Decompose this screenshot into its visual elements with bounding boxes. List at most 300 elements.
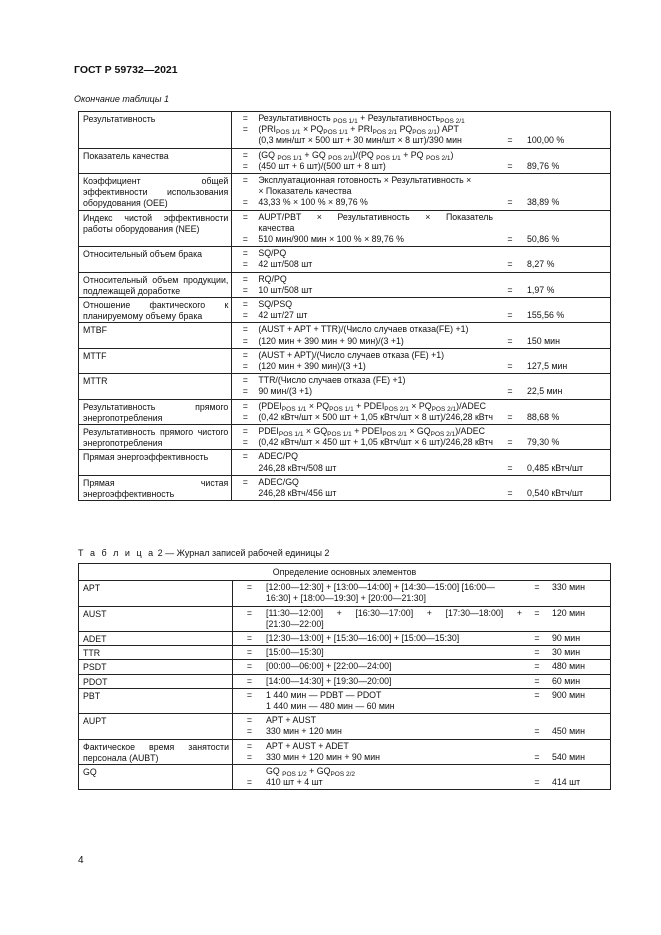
document-code: ГОСТ Р 59732—2021 xyxy=(74,64,178,76)
formula-line xyxy=(233,661,607,672)
row-name: MTTF xyxy=(79,348,232,373)
formula-text: 16:30] + [18:00—19:30] + [20:00—21:30] xyxy=(266,593,426,604)
formula-text: 10 шт/508 шт xyxy=(258,284,313,295)
result-equals-sign: = xyxy=(507,160,513,171)
row-formula xyxy=(232,450,611,475)
equals-sign xyxy=(233,701,266,712)
result-equals-sign: = xyxy=(534,675,540,686)
result-value: 0,485 кВтч/шт xyxy=(527,462,584,473)
equals-sign: = xyxy=(242,375,248,386)
row-formula xyxy=(232,174,611,211)
row-name: MTBF xyxy=(79,323,232,348)
equals-sign: = xyxy=(242,400,248,411)
result-value xyxy=(552,766,607,777)
row-name: Отношение фактического к планируемому объему брака xyxy=(79,298,232,323)
equals-sign: = xyxy=(246,777,253,788)
formula-text: (450 шт + 6 шт)/(500 шт + 8 шт) xyxy=(258,160,386,171)
result-equals-sign: = xyxy=(534,689,540,700)
result-equals-sign xyxy=(493,175,527,186)
result-equals-sign: = xyxy=(507,310,513,321)
formula-line xyxy=(232,488,607,499)
result-equals-sign: = xyxy=(507,135,513,146)
row-formula xyxy=(232,399,611,424)
formula-text: $PDEI_{POS 1/1} \times GQ_{POS 1/1}$ + $PDEI_{POS 2/1}$ × $GQ_{POS 2/1}$)/ADEC xyxy=(258,426,486,438)
result-equals-sign: = xyxy=(507,411,513,422)
result-equals-sign xyxy=(493,113,527,124)
table-row xyxy=(79,606,611,631)
equals-sign: = xyxy=(242,361,248,372)
equals-sign: = xyxy=(246,726,253,737)
formula-text: ($PDEI_{POS 1/1} \times PQ_{POS 1/1}$ + $PDEI_{POS 2/1}$ × $PQ_{POS 2/1}$)/ADEC xyxy=(258,400,486,412)
table-row xyxy=(79,399,611,424)
formula-text: Результативность $_{POS 1/1}$ + Результативность$_{POS 2/1}$ xyxy=(258,113,465,125)
equals-sign: = xyxy=(242,248,248,259)
table-row xyxy=(79,660,611,674)
table2-caption xyxy=(78,548,329,558)
equals-sign xyxy=(232,186,258,197)
formula-text: (0,42 кВтч/шт × 500 шт + 1,05 кВтч/шт × 8 шт)/246,28 кВтч xyxy=(258,411,493,422)
formula-line xyxy=(232,375,607,386)
row-name: Результативность прямого энергопотребления xyxy=(79,399,232,424)
equals-sign: = xyxy=(242,476,248,487)
row-formula xyxy=(233,660,611,674)
equals-sign: = xyxy=(242,211,248,222)
row-name: Фактическое время занятости персонала (AUBT) xyxy=(79,739,233,764)
formula-text: [11:30—12:00] + [16:30—17:00] + [17:30—18:00] + xyxy=(266,607,522,618)
formula-text: [15:00—15:30] xyxy=(266,647,324,658)
result-value: 480 мин xyxy=(552,661,585,672)
formula-line xyxy=(232,401,607,412)
formula-text: ADEC/PQ xyxy=(258,451,298,462)
formula-line xyxy=(232,350,607,361)
formula-line xyxy=(232,175,607,186)
equals-sign: = xyxy=(242,113,248,123)
formula-line xyxy=(232,412,607,423)
formula-text: 1 440 мин — 480 мин — 60 мин xyxy=(266,701,395,712)
formula-text: (AUST + APT)/(Число случаев отказа (FE) +1) xyxy=(258,349,445,360)
table-row xyxy=(79,714,611,739)
formula-line xyxy=(232,161,607,172)
equals-sign: = xyxy=(242,386,248,397)
result-equals-sign xyxy=(522,593,552,604)
page-number: 4 xyxy=(78,855,84,866)
row-name: Результативность xyxy=(79,112,232,149)
equals-sign: = xyxy=(242,411,248,422)
row-formula xyxy=(233,714,611,739)
formula-line xyxy=(232,259,607,270)
formula-line xyxy=(232,135,607,146)
formula-text: 410 шт + 4 шт xyxy=(266,777,323,788)
result-value xyxy=(527,175,607,186)
result-equals-sign xyxy=(493,324,527,335)
formula-line xyxy=(233,715,607,726)
equals-sign xyxy=(232,135,258,146)
result-value: 100,00 % xyxy=(527,135,565,146)
formula-text: качества xyxy=(258,222,295,233)
table2 xyxy=(78,563,611,790)
result-equals-sign xyxy=(493,212,527,223)
equals-sign: = xyxy=(242,437,248,448)
equals-sign: = xyxy=(242,335,248,346)
row-formula xyxy=(233,646,611,660)
row-name: Прямая чистая энергоэффективность xyxy=(79,475,232,500)
formula-text: APT + AUST + ADET xyxy=(266,740,349,751)
equals-sign xyxy=(233,619,266,630)
table-row xyxy=(79,112,611,149)
formula-text: 246,28 кВтч/508 шт xyxy=(258,462,337,473)
formula-text: [12:00—12:30] + [13:00—14:00] + [14:30—15:00] [16:00— xyxy=(266,582,495,593)
formula-text: [00:00—06:00] + [22:00—24:00] xyxy=(266,661,392,672)
row-formula xyxy=(233,632,611,646)
result-equals-sign: = xyxy=(507,197,513,208)
formula-line xyxy=(233,741,607,752)
result-equals-sign: = xyxy=(507,488,513,499)
formula-text: [21:30—22:00] xyxy=(266,618,324,629)
table-row xyxy=(79,581,611,606)
row-formula xyxy=(232,323,611,348)
result-equals-sign xyxy=(493,426,527,437)
result-value xyxy=(527,274,607,285)
result-value: 38,89 % xyxy=(527,197,560,208)
equals-sign: = xyxy=(246,607,253,618)
formula-text: 246,28 кВтч/456 шт xyxy=(258,488,337,499)
result-value xyxy=(527,212,607,223)
table-row xyxy=(79,674,611,688)
equals-sign: = xyxy=(246,661,253,672)
result-value: 450 мин xyxy=(552,726,585,737)
formula-line xyxy=(233,593,607,604)
equals-sign: = xyxy=(242,426,248,437)
formula-line xyxy=(233,608,607,619)
formula-line xyxy=(232,299,607,310)
table1-caption: Окончание таблицы 1 xyxy=(74,94,169,104)
row-formula xyxy=(232,298,611,323)
row-name: PDOT xyxy=(79,674,233,688)
result-equals-sign xyxy=(493,274,527,285)
formula-line xyxy=(233,766,607,777)
result-value xyxy=(527,248,607,259)
result-value: 900 мин xyxy=(552,689,585,700)
row-formula xyxy=(232,374,611,399)
result-equals-sign xyxy=(493,477,527,488)
formula-line xyxy=(233,726,607,737)
table-row xyxy=(79,272,611,297)
result-value xyxy=(527,324,607,335)
row-formula xyxy=(233,688,611,713)
equals-sign: = xyxy=(242,259,248,270)
table1 xyxy=(78,111,611,501)
equals-sign: = xyxy=(246,647,253,658)
result-value xyxy=(527,477,607,488)
formula-line xyxy=(232,324,607,335)
equals-sign: = xyxy=(242,149,248,160)
table-row xyxy=(79,298,611,323)
equals-sign: = xyxy=(242,160,248,171)
formula-text: (120 мин + 390 мин)/(3 +1) xyxy=(258,361,366,372)
row-name: TTR xyxy=(79,646,233,660)
table-row xyxy=(79,210,611,247)
formula-line xyxy=(232,310,607,321)
result-value xyxy=(527,186,607,197)
formula-text: 510 мин/900 мин × 100 % × 89,76 % xyxy=(258,234,404,245)
row-name: Относительный объем брака xyxy=(79,247,232,272)
row-formula xyxy=(232,475,611,500)
result-value: 60 мин xyxy=(552,675,581,686)
formula-text: 42 шт/27 шт xyxy=(258,310,308,321)
row-name: PSDT xyxy=(79,660,233,674)
equals-sign: = xyxy=(242,451,248,462)
table2-header-row xyxy=(79,564,611,581)
formula-text: 90 мин/(3 +1) xyxy=(258,386,313,397)
table-row xyxy=(79,765,611,790)
result-value xyxy=(552,701,607,712)
formula-text: (GQ $_{POS 1/1}$ + GQ $_{POS 2/1}$)/(PQ $_{POS 1/1}$ + PQ $_{POS 2/1}$) xyxy=(258,149,454,161)
result-equals-sign xyxy=(522,741,552,752)
result-value: 79,30 % xyxy=(527,437,560,448)
result-equals-sign xyxy=(493,451,527,462)
table-row xyxy=(79,323,611,348)
table-row xyxy=(79,425,611,450)
result-value: 1,97 % xyxy=(527,284,555,295)
result-value xyxy=(527,401,607,412)
formula-line xyxy=(232,426,607,437)
formula-line xyxy=(232,197,607,208)
equals-sign: = xyxy=(246,582,253,593)
row-name: Показатель качества xyxy=(79,148,232,173)
row-formula xyxy=(233,606,611,631)
formula-line xyxy=(233,676,607,687)
result-equals-sign: = xyxy=(534,633,540,644)
equals-sign: = xyxy=(246,633,253,644)
equals-sign xyxy=(232,488,258,499)
equals-sign: = xyxy=(242,273,248,284)
equals-sign: = xyxy=(242,175,248,186)
formula-text: Эксплуатационная готовность × Результативность × xyxy=(258,175,472,186)
equals-sign: = xyxy=(242,197,248,208)
formula-line xyxy=(232,212,607,223)
equals-sign: = xyxy=(242,124,248,135)
result-equals-sign xyxy=(493,124,527,135)
result-equals-sign: = xyxy=(534,777,540,788)
formula-line xyxy=(232,437,607,448)
result-value: 540 мин xyxy=(552,751,585,762)
table-row xyxy=(79,632,611,646)
result-value: 120 мин xyxy=(552,607,585,618)
row-name: Относительный объем продукции, подлежащей доработке xyxy=(79,272,232,297)
result-equals-sign xyxy=(493,350,527,361)
result-value xyxy=(527,350,607,361)
result-value xyxy=(527,124,607,135)
row-formula xyxy=(232,348,611,373)
formula-line xyxy=(233,777,607,788)
result-equals-sign xyxy=(522,619,552,630)
result-equals-sign xyxy=(522,766,552,777)
result-equals-sign: = xyxy=(534,607,540,618)
result-value xyxy=(552,593,607,604)
result-equals-sign xyxy=(493,186,527,197)
result-equals-sign xyxy=(493,248,527,259)
row-name: PBT xyxy=(79,688,233,713)
row-formula xyxy=(232,210,611,247)
row-name: ADET xyxy=(79,632,233,646)
table-row xyxy=(79,450,611,475)
equals-sign: = xyxy=(246,675,253,686)
table-row xyxy=(79,688,611,713)
formula-text: AUPT/PBT × Результативность × Показатель xyxy=(258,211,493,222)
result-value: 22,5 мин xyxy=(527,386,563,397)
result-value xyxy=(527,299,607,310)
table-row xyxy=(79,174,611,211)
result-equals-sign xyxy=(493,150,527,161)
row-formula xyxy=(232,425,611,450)
table2-caption-prefix: Т а б л и ц а xyxy=(78,548,156,558)
formula-text: 43,33 % × 100 % × 89,76 % xyxy=(258,197,368,208)
result-value: 89,76 % xyxy=(527,160,560,171)
formula-line xyxy=(232,477,607,488)
formula-line xyxy=(232,386,607,397)
table2-header: Определение основных элементов xyxy=(79,564,611,581)
result-equals-sign xyxy=(522,701,552,712)
result-equals-sign: = xyxy=(534,726,540,737)
result-equals-sign: = xyxy=(507,234,513,245)
result-equals-sign xyxy=(522,715,552,726)
result-value xyxy=(552,741,607,752)
result-equals-sign: = xyxy=(507,335,513,346)
result-value xyxy=(527,375,607,386)
result-value xyxy=(527,426,607,437)
formula-text: GQ $_{POS 1/2} + GQ_{POS 2/2}$ xyxy=(266,766,356,778)
result-equals-sign xyxy=(493,299,527,310)
formula-text: 330 мин + 120 мин xyxy=(266,726,342,737)
equals-sign: = xyxy=(246,751,253,762)
formula-line xyxy=(232,361,607,372)
row-name: AUPT xyxy=(79,714,233,739)
result-value: 155,56 % xyxy=(527,310,565,321)
row-name: GQ xyxy=(79,765,233,790)
formula-line xyxy=(233,690,607,701)
result-value: 0,540 кВтч/шт xyxy=(527,488,584,499)
formula-text: (AUST + APT + TTR)/(Число случаев отказа(FE) +1) xyxy=(258,324,469,335)
formula-text: RQ/PQ xyxy=(258,273,287,284)
result-value xyxy=(527,451,607,462)
row-formula xyxy=(232,272,611,297)
row-name: Результативность прямого чистого энергопотребления xyxy=(79,425,232,450)
row-name: Прямая энергоэффективность xyxy=(79,450,232,475)
formula-line xyxy=(233,633,607,644)
row-formula xyxy=(233,739,611,764)
formula-text: APT + AUST xyxy=(266,715,316,726)
result-equals-sign xyxy=(493,401,527,412)
equals-sign: = xyxy=(242,284,248,295)
equals-sign: = xyxy=(246,715,253,726)
formula-line xyxy=(232,150,607,161)
result-equals-sign: = xyxy=(507,462,513,473)
formula-text: [12:30—13:00] + [15:30—16:00] + [15:00—15:30] xyxy=(266,633,460,644)
result-value: 30 мин xyxy=(552,647,581,658)
formula-text: TTR/(Число случаев отказа (FE) +1) xyxy=(258,375,406,386)
formula-text: 330 мин + 120 мин + 90 мин xyxy=(266,751,380,762)
formula-text: 1 440 мин — PDBT — PDOT xyxy=(266,689,382,700)
formula-text: (0,42 кВтч/шт × 450 шт + 1,05 кВтч/шт × 6 шт)/246,28 кВтч xyxy=(258,437,493,448)
row-name: Индекс чистой эффективности работы оборудования (NEE) xyxy=(79,210,232,247)
result-value: 150 мин xyxy=(527,335,560,346)
row-formula xyxy=(232,112,611,149)
row-formula xyxy=(232,247,611,272)
formula-text: 42 шт/508 шт xyxy=(258,259,313,270)
formula-line xyxy=(232,113,607,124)
formula-text: ($PRI_{POS 1/1} \times PQ_{POS 1/1} + PRI_{POS 2/1}$ $PQ_{POS 2/1}$) APT xyxy=(258,124,459,136)
formula-line xyxy=(233,752,607,763)
result-value: 88,68 % xyxy=(527,411,560,422)
result-value xyxy=(527,223,607,234)
equals-sign: = xyxy=(246,689,253,700)
formula-line xyxy=(232,186,607,197)
row-formula xyxy=(233,765,611,790)
formula-line xyxy=(232,451,607,462)
row-name: APT xyxy=(79,581,233,606)
result-value xyxy=(527,113,607,124)
formula-line xyxy=(233,701,607,712)
table-row xyxy=(79,646,611,660)
formula-text: SQ/PSQ xyxy=(258,299,293,310)
equals-sign xyxy=(232,463,258,474)
row-formula xyxy=(233,581,611,606)
formula-line xyxy=(232,248,607,259)
table-row xyxy=(79,739,611,764)
result-value xyxy=(527,150,607,161)
table2-caption-rest: 2 — Журнал записей рабочей единицы 2 xyxy=(155,548,330,558)
formula-text: × Показатель качества xyxy=(258,186,352,197)
formula-line xyxy=(232,285,607,296)
equals-sign xyxy=(232,223,258,234)
result-value: 50,86 % xyxy=(527,234,560,245)
formula-text: (120 мин + 390 мин + 90 мин)/(3 +1) xyxy=(258,335,404,346)
formula-text: [14:00—14:30] + [19:30—20:00] xyxy=(266,675,392,686)
equals-sign: = xyxy=(242,310,248,321)
result-equals-sign: = xyxy=(534,661,540,672)
equals-sign: = xyxy=(242,349,248,360)
formula-line xyxy=(233,647,607,658)
equals-sign: = xyxy=(246,740,253,751)
formula-line xyxy=(232,274,607,285)
row-name: AUST xyxy=(79,606,233,631)
formula-line xyxy=(232,234,607,245)
formula-line xyxy=(232,463,607,474)
result-equals-sign: = xyxy=(507,284,513,295)
result-equals-sign xyxy=(493,223,527,234)
row-name: Коэффициент общей эффективности использования оборудования (OEE) xyxy=(79,174,232,211)
formula-line xyxy=(232,124,607,135)
result-equals-sign xyxy=(493,375,527,386)
formula-line xyxy=(232,336,607,347)
result-equals-sign: = xyxy=(507,361,513,372)
result-equals-sign: = xyxy=(507,259,513,270)
table-row xyxy=(79,475,611,500)
result-equals-sign: = xyxy=(507,437,513,448)
table-row xyxy=(79,247,611,272)
equals-sign: = xyxy=(242,299,248,310)
table-row xyxy=(79,374,611,399)
result-value: 90 мин xyxy=(552,633,581,644)
row-formula xyxy=(232,148,611,173)
result-equals-sign: = xyxy=(534,751,540,762)
equals-sign xyxy=(233,766,266,777)
result-value: 414 шт xyxy=(552,777,581,788)
table-row xyxy=(79,148,611,173)
result-value: 8,27 % xyxy=(527,259,555,270)
equals-sign: = xyxy=(242,324,248,335)
formula-line xyxy=(233,619,607,630)
